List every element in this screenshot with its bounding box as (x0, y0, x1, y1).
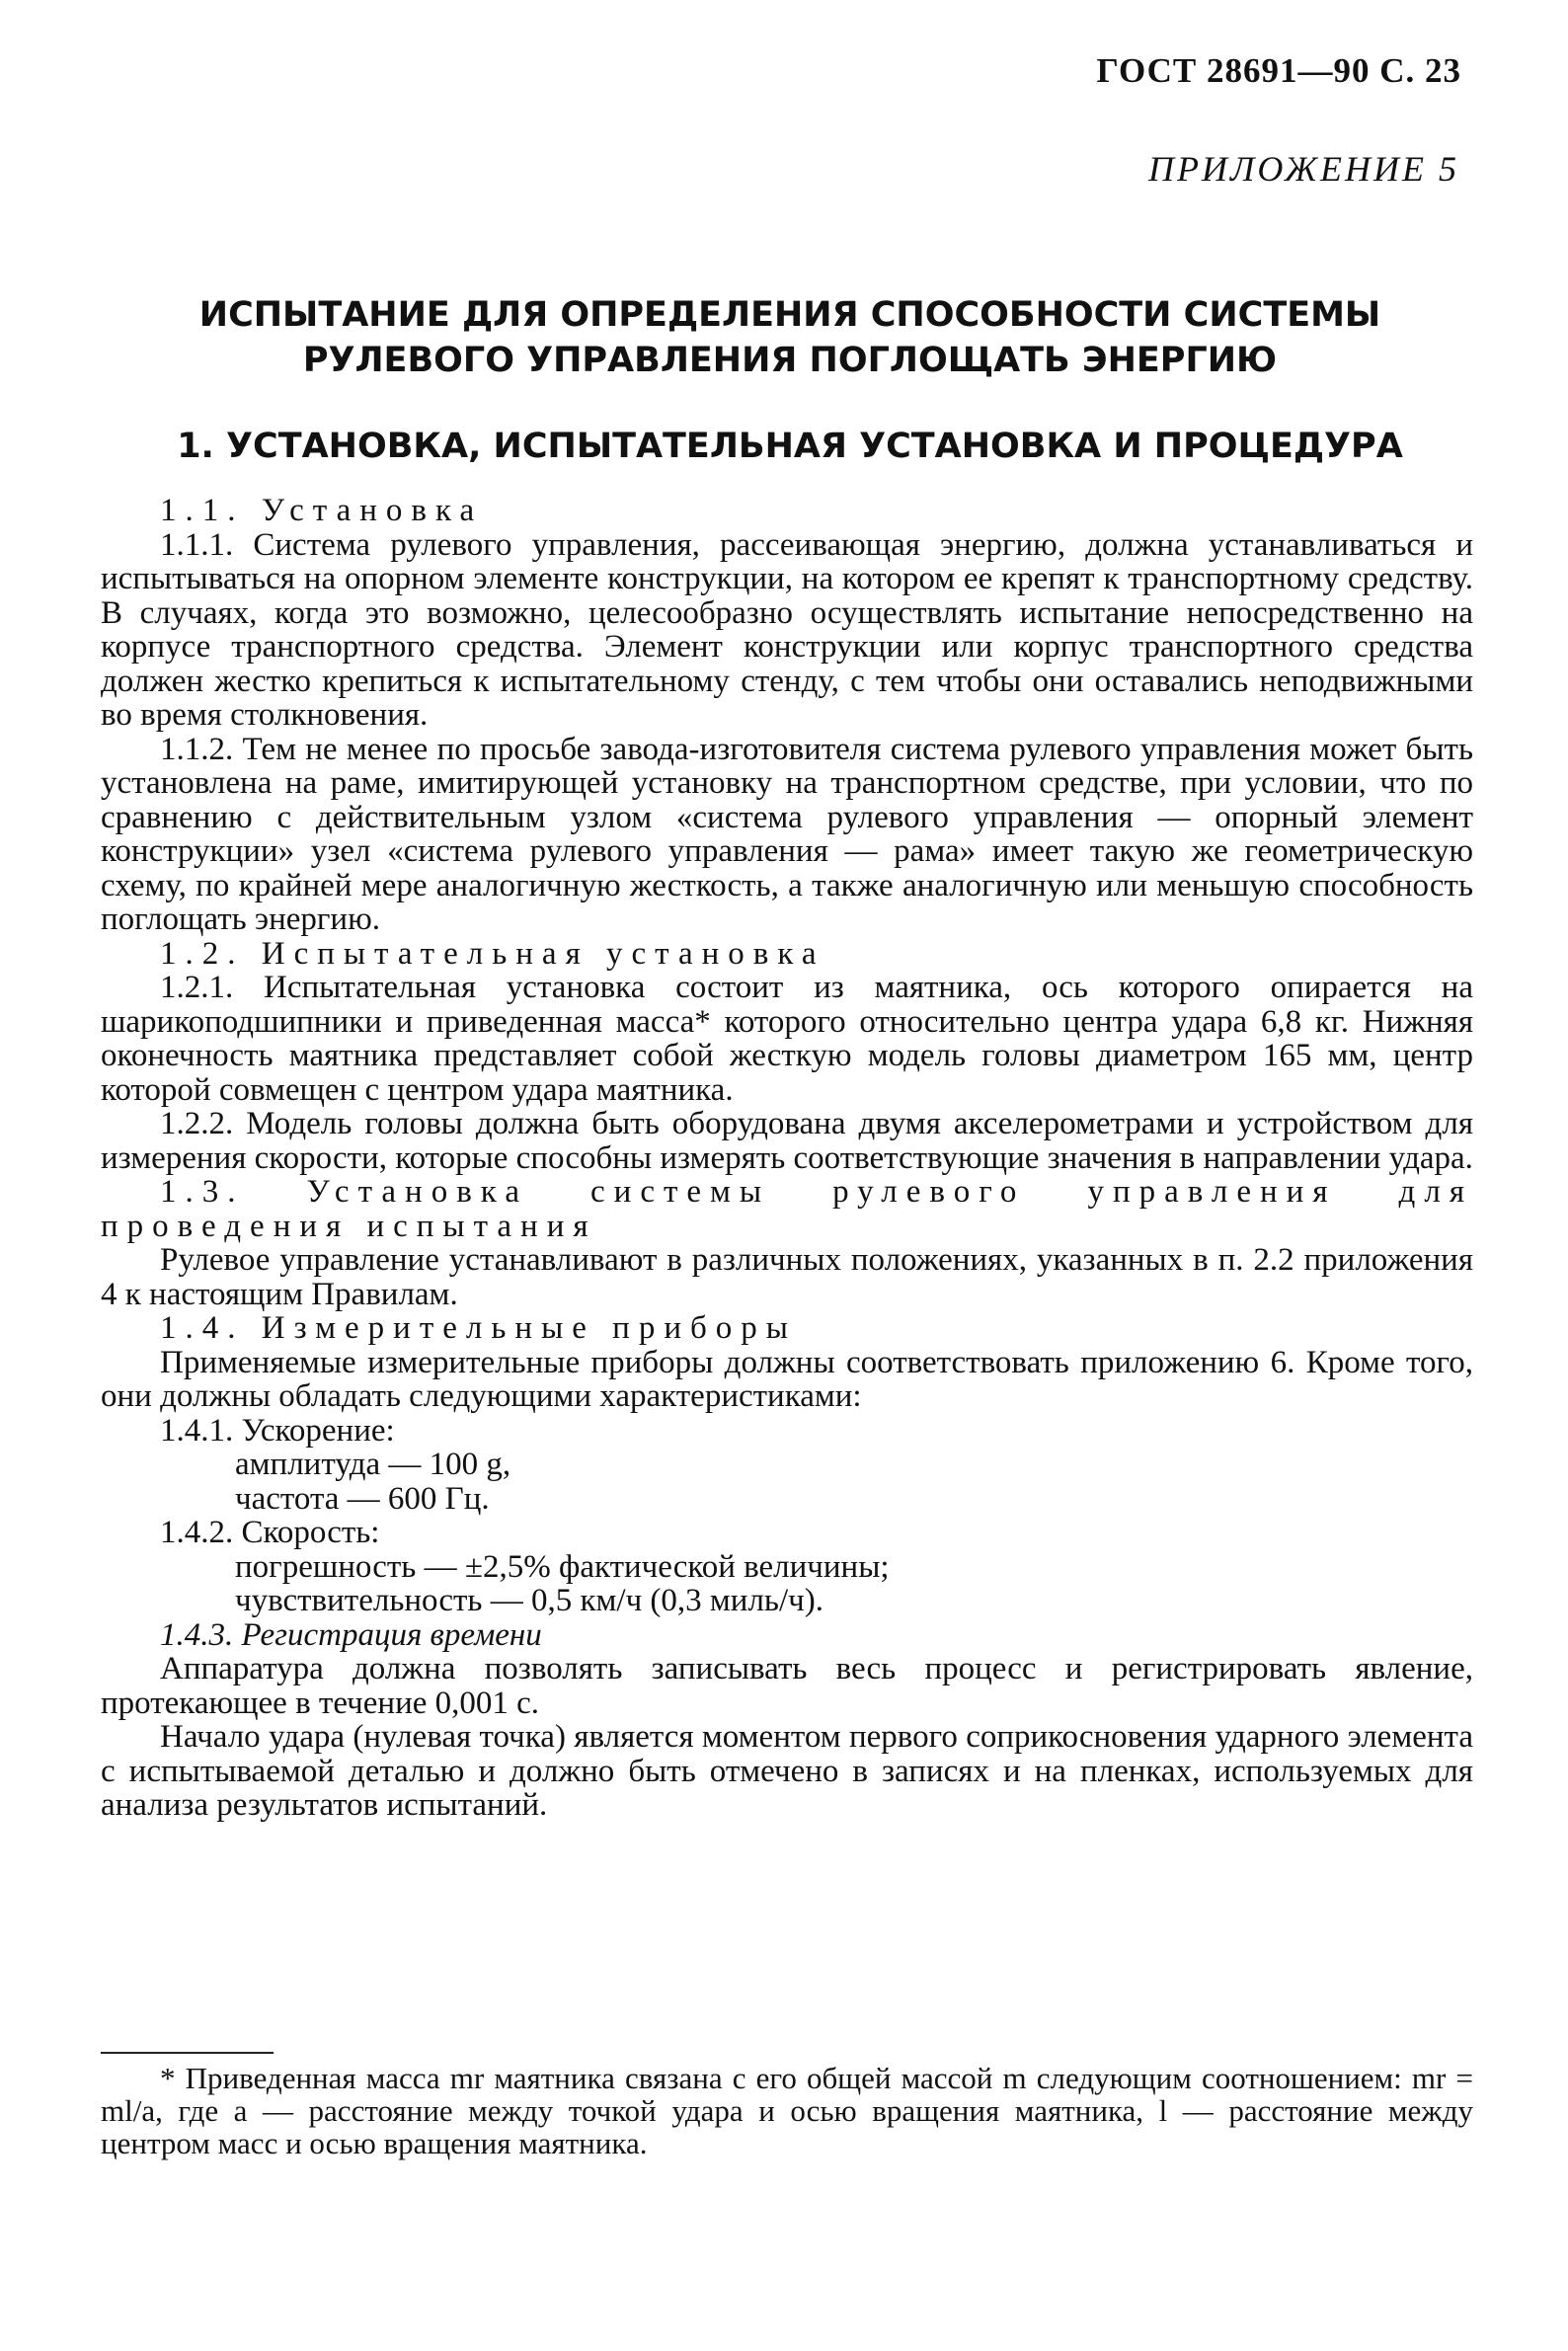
paragraph-1-4-3: 1.4.3. Регистрация времени (160, 1616, 542, 1653)
paragraph-1-1-1: 1.1.1. Система рулевого управления, рассеивающая энергию, должна устанавливаться и испытываться на опорном элементе конструкции, на котором ее крепят к транспортному средству. В случаях, когда это возможно, целесообразно осуществлять испытание непосредственно на корпусе транспортного средства. Элемент конструкции или корпус транспортного средства должен жестко крепиться к испытательному стенду, с тем чтобы они оставались неподвижными во время столкновения. (101, 526, 1473, 733)
paragraph-1-2-2: 1.2.2. Модель головы должна быть оборудована двумя акселерометрами и устройством для измерения скорости, которые способны измерять соответствующие значения в направлении удара. (101, 1106, 1473, 1176)
acceleration-frequency: частота — 600 Гц. (235, 1480, 490, 1517)
paragraph-1-4: Применяемые измерительные приборы должны соответствовать приложению 6. Кроме того, они должны обладать следующими характеристиками: (101, 1344, 1473, 1414)
document-title-line-2: РУЛЕВОГО УПРАВЛЕНИЯ ПОГЛОЩАТЬ ЭНЕРГИЮ (302, 341, 1278, 380)
velocity-sensitivity: чувствительность — 0,5 км/ч (0,3 миль/ч). (235, 1583, 823, 1618)
paragraph-1-4-2: 1.4.2. Скорость: (160, 1515, 380, 1550)
document-reference: ГОСТ 28691—90 С. 23 (1096, 51, 1461, 90)
paragraph-1-1-2: 1.1.2. Тем не менее по просьбе завода-изготовителя система рулевого управления может быть установлена на раме, имитирующей установку на транспортном средстве, при условии, что по сравнению с действительным узлом «система рулевого управления — опорный элемент конструкции» узел «система рулевого управления — рама» имеет такую же геометрическую схему, по крайней мере аналогичную жесткость, а также аналогичную или меньшую способность поглощать энергию. (101, 731, 1473, 937)
paragraph-1-4-1: 1.4.1. Ускорение: (160, 1412, 395, 1449)
paragraph-impact-start: Начало удара (нулевая точка) является моментом первого соприкосновения ударного элемента с испытываемой деталью и должно быть отмечено в записях и на пленках, используемых для анализа результатов испытаний. (101, 1719, 1473, 1823)
subsection-1-1-heading: 1.1. Установка (160, 493, 484, 528)
subsection-1-4-heading: 1.4. Измерительные приборы (160, 1310, 797, 1346)
acceleration-amplitude: амплитуда — 100 g, (235, 1447, 511, 1482)
appendix-label: ПРИЛОЖЕНИЕ 5 (1148, 149, 1459, 189)
paragraph-1-2-1: 1.2.1. Испытательная установка состоит из маятника, ось которого опирается на шарикоподшипники и приведенная масса* которого относительно центра удара 6,8 кг. Нижняя оконечность маятника представляет собой жесткую модель головы диаметром 165 мм, центр которой совмещен с центром удара маятника. (101, 970, 1473, 1108)
paragraph-1-4-3-text: Аппаратура должна позволять записывать весь процесс и регистрировать явление, протекающее в течение 0,001 с. (101, 1651, 1473, 1721)
velocity-error: погрешность — ±2,5% фактической величины; (235, 1548, 890, 1585)
section-heading: 1. УСТАНОВКА, ИСПЫТАТЕЛЬНАЯ УСТАНОВКА И ПРОЦЕДУРА (177, 427, 1403, 466)
paragraph-1-3: Рулевое управление устанавливают в различных положениях, указанных в п. 2.2 приложения 4 к настоящим Правилам. (101, 1242, 1473, 1312)
footnote-text: * Приведенная масса mr маятника связана с его общей массой m следующим соотношением: mr = ml/a, где a — расстояние между точкой удара и осью вращения маятника, l — расстояние между центром масс и осью вращения маятника. (101, 2061, 1473, 2160)
document-title-line-1: ИСПЫТАНИЕ ДЛЯ ОПРЕДЕЛЕНИЯ СПОСОБНОСТИ СИСТЕМЫ (198, 295, 1381, 335)
subsection-1-3-heading: 1.3. Установка системы рулевого управления для проведения испытания (101, 1174, 1473, 1244)
document-body (101, 494, 1473, 1823)
footnote-divider (101, 2052, 274, 2054)
footnote (101, 2062, 1473, 2159)
subsection-1-2-heading: 1.2. Испытательная установка (160, 935, 825, 972)
